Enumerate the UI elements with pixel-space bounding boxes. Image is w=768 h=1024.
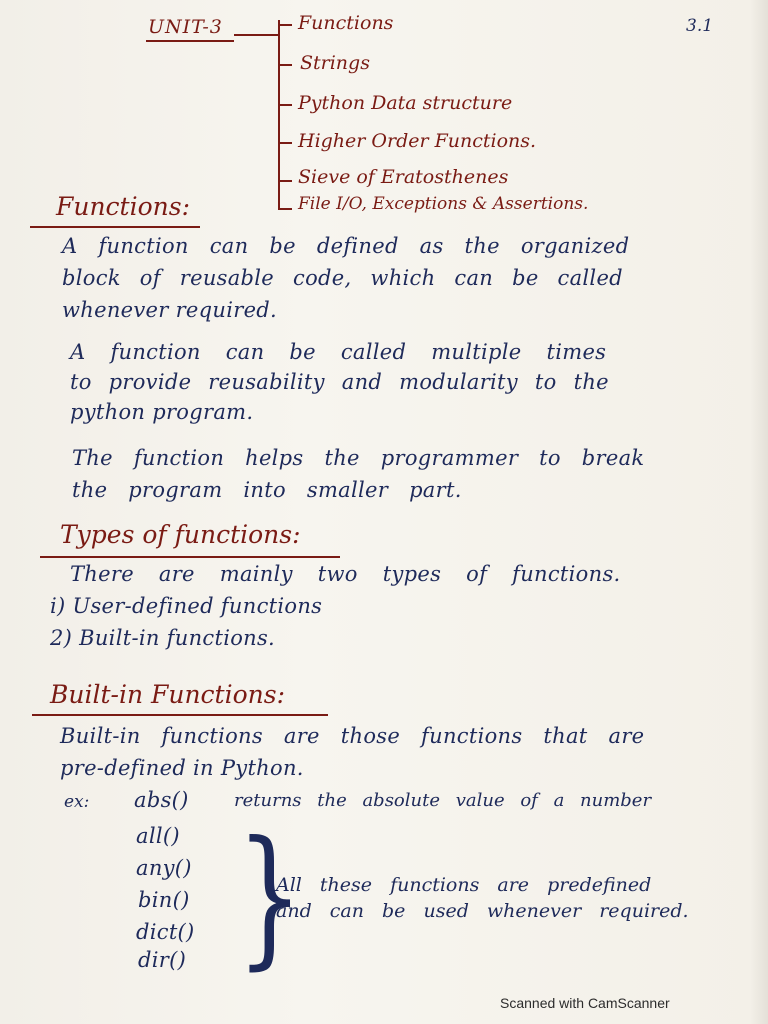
tree-branch	[278, 142, 292, 144]
builtin-heading-underline	[32, 714, 328, 716]
types-line-3: 2) Built-in functions.	[50, 626, 276, 650]
example-item: dir()	[138, 948, 187, 972]
example-prefix: ex:	[64, 792, 90, 812]
curly-brace-icon: }	[236, 810, 304, 984]
tree-branch	[278, 64, 292, 66]
functions-line-4: A function can be called multiple times	[70, 340, 607, 364]
topic-data-structure: Python Data structure	[298, 92, 513, 114]
builtin-line-1: Built-in functions are those functions that are	[60, 724, 645, 748]
functions-line-8: the program into smaller part.	[72, 478, 462, 502]
functions-line-3: whenever required.	[62, 298, 278, 322]
topic-functions: Functions	[298, 12, 394, 34]
functions-line-1: A function can be defined as the organized	[62, 234, 630, 258]
functions-line-2: block of reusable code, which can be called	[62, 266, 623, 290]
functions-line-7: The function helps the programmer to break	[72, 446, 645, 470]
tree-connector	[234, 34, 280, 36]
brace-note-line-2: and can be used whenever required.	[276, 900, 689, 922]
example-item: bin()	[138, 888, 190, 912]
page-edge-shadow	[750, 0, 768, 1024]
tree-branch	[278, 180, 292, 182]
builtin-line-2: pre-defined in Python.	[60, 756, 304, 780]
types-line-1: There are mainly two types of functions.	[70, 562, 621, 586]
example-item: dict()	[136, 920, 195, 944]
unit-underline	[146, 40, 234, 42]
example-item: any()	[136, 856, 192, 880]
page-number: 3.1	[686, 16, 714, 36]
tree-branch	[278, 208, 292, 210]
tree-branch	[278, 24, 292, 26]
builtin-heading: Built-in Functions:	[50, 680, 285, 709]
topic-file-io: File I/O, Exceptions & Assertions.	[298, 194, 589, 214]
functions-line-5: to provide reusability and modularity to the	[70, 370, 609, 394]
brace-note-line-1: All these functions are predefined	[276, 874, 652, 896]
functions-heading: Functions:	[56, 192, 190, 221]
example-abs: abs()	[134, 788, 189, 812]
example-abs-desc: returns the absolute value of a number	[234, 790, 652, 811]
unit-title: UNIT-3	[148, 16, 223, 38]
topic-sieve: Sieve of Eratosthenes	[298, 166, 509, 188]
tree-branch	[278, 104, 292, 106]
types-heading-underline	[40, 556, 340, 558]
types-line-2: i) User-defined functions	[50, 594, 323, 618]
topic-higher-order: Higher Order Functions.	[298, 130, 537, 152]
example-item: all()	[136, 824, 180, 848]
functions-line-6: python program.	[70, 400, 254, 424]
scanner-watermark: Scanned with CamScanner	[500, 995, 670, 1011]
topic-strings: Strings	[300, 52, 370, 74]
functions-heading-underline	[30, 226, 200, 228]
types-heading: Types of functions:	[60, 520, 301, 549]
